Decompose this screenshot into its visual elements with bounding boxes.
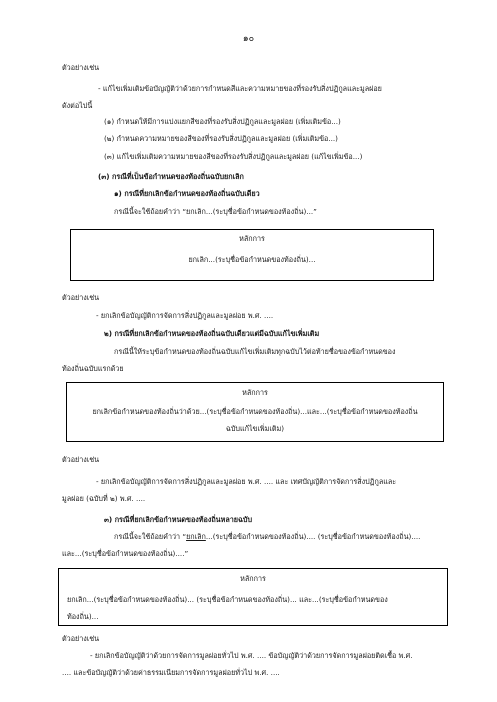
body-text-continued: และ...(ระบุชื่อข้อกำหนดของท้องถิ่น)....” [62,549,189,558]
principle-box [58,568,448,626]
example-sub-item: (๒) กำหนดความหมายของสีของที่รองรับสิ่งปฏิกูลและมูลฝอย (เพิ่มเติมข้อ...) [104,134,338,143]
principle-box [70,229,434,281]
section-heading: (๓) กรณีที่เป็นข้อกำหนดของท้องถิ่นฉบับยกเลิก [98,172,244,181]
body-text-rest: ...(ระบุชื่อข้อกำหนดของท้องถิ่น).... (ระบุชื่อข้อกำหนดของท้องถิ่น).... [205,532,421,541]
body-text-start: กรณีนี้จะใช้ถ้อยคำว่า “ [114,532,187,541]
example-item-continued: ดังต่อไปนี้ [62,101,93,110]
example-label: ตัวอย่างเช่น [62,455,100,464]
principle-title: หลักการ [239,234,265,243]
principle-body: ยกเลิก...(ระบุชื่อข้อกำหนดของท้องถิ่น)... [188,255,316,264]
principle-body-continued: ฉบับแก้ไขเพิ่มเติม) [225,424,285,433]
body-text-continued: ท้องถิ่นฉบับแรกด้วย [62,364,124,373]
sub-heading: ๒) กรณีที่ยกเลิกข้อกำหนดของท้องถิ่นฉบับเดียวแต่มีฉบับแก้ไขเพิ่มเติม [104,329,320,338]
example-item-continued: มูลฝอย (ฉบับที่ ๒) พ.ศ. .... [62,494,146,503]
principle-body: ยกเลิกข้อกำหนดของท้องถิ่นว่าด้วย...(ระบุชื่อข้อกำหนดของท้องถิ่น)...และ...(ระบุชื่อข้อกำหนดของท้องถิ่น [92,407,418,416]
body-text: กรณีนี้จะใช้ถ้อยคำว่า “ยกเลิก...(ระบุชื่อข้อกำหนดของท้องถิ่น)...” [114,207,317,216]
principle-title: หลักการ [242,388,268,397]
page-number: ๑๐ [242,34,255,44]
principle-box [66,382,444,442]
example-label: ตัวอย่างเช่น [62,63,100,72]
principle-title: หลักการ [240,574,266,583]
body-text [114,532,420,541]
example-item: - ยกเลิกข้อบัญญัติการจัดการสิ่งปฏิกูลและมูลฝอย พ.ศ. .... [96,311,274,320]
body-text: กรณีนี้ให้ระบุข้อกำหนดของท้องถิ่นฉบับแก้ไขเพิ่มเติมทุกฉบับไว้ต่อท้ายชื่อของข้อกำหนดของ [114,347,396,356]
principle-body: ยกเลิก...(ระบุชื่อข้อกำหนดของท้องถิ่น)... (ระบุชื่อข้อกำหนดของท้องถิ่น)... และ...(ระบุชื่อข้อกำหนดของ [67,595,388,604]
example-sub-item: (๑) กำหนดให้มีการแบ่งแยกสีของที่รองรับสิ่งปฏิกูลและมูลฝอย (เพิ่มเติมข้อ...) [104,117,341,126]
example-item: - ยกเลิกข้อบัญญัติการจัดการสิ่งปฏิกูลและมูลฝอย พ.ศ. .... และ เทศบัญญัติการจัดการสิ่งปฏิกูลและ [96,477,397,486]
example-item: - แก้ไขเพิ่มเติมข้อบัญญัติว่าด้วยการกำหนดสีและความหมายของที่รองรับสิ่งปฏิกูลและมูลฝอย [98,84,382,93]
sub-heading: ๓) กรณีที่ยกเลิกข้อกำหนดของท้องถิ่นหลายฉบับ [104,515,253,524]
sub-heading: ๑) กรณีที่ยกเลิกข้อกำหนดของท้องถิ่นฉบับเดียว [114,189,260,198]
example-item: - ยกเลิกข้อบัญญัติว่าด้วยการจัดการมูลฝอยทั่วไป พ.ศ. .... ข้อบัญญัติว่าด้วยการจัดการมูลฝอยติดเชื้อ พ.ศ. [90,651,413,660]
example-label: ตัวอย่างเช่น [62,634,100,643]
example-label: ตัวอย่างเช่น [62,293,100,302]
principle-body-continued: ท้องถิ่น)... [67,612,99,621]
underlined-term: ยกเลิก [186,532,206,541]
example-item-continued: .... และข้อบัญญัติว่าด้วยค่าธรรมเนียมการจัดการมูลฝอยทั่วไป พ.ศ. .... [62,668,280,677]
example-sub-item: (๓) แก้ไขเพิ่มเติมความหมายของสีของที่รองรับสิ่งปฏิกูลและมูลฝอย (แก้ไขเพิ่มข้อ...) [104,152,363,161]
